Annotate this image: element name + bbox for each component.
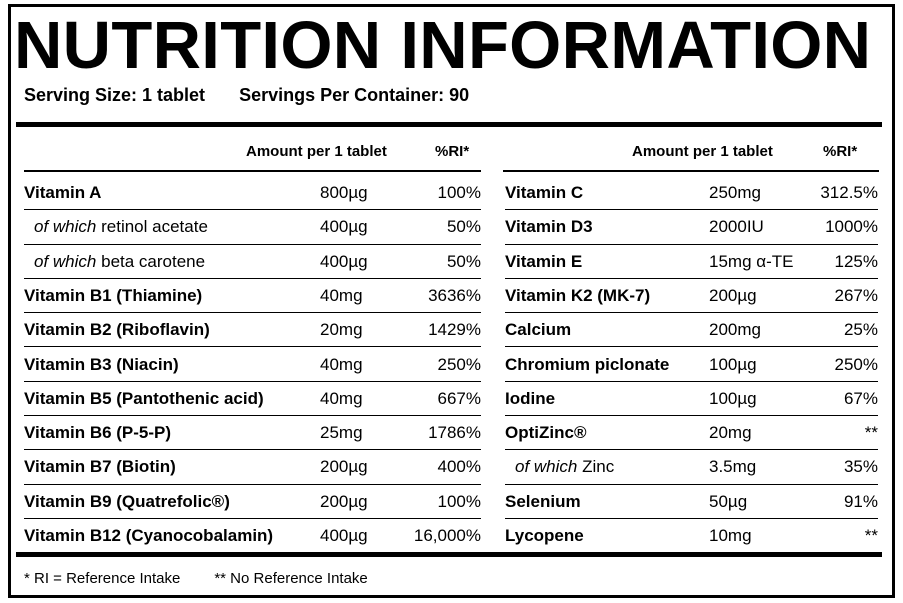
nutrient-name <box>24 416 171 449</box>
nri-footnote: ** No Reference Intake <box>214 570 368 587</box>
left-amount-header: Amount per 1 tablet <box>246 143 387 160</box>
nutrient-amount: 400µg <box>320 526 368 545</box>
servings-per-container: Servings Per Container: 90 <box>239 85 470 105</box>
nutrient-row <box>24 313 481 346</box>
nutrient-ri: 400% <box>437 457 481 477</box>
nutrient-row <box>505 519 878 552</box>
nutrient-name-text: Lycopene <box>505 526 584 545</box>
nutrient-row <box>24 382 481 415</box>
nutrient-name-text: Vitamin B9 (Quatrefolic®) <box>24 491 230 511</box>
nutrient-amount: 20mg <box>709 423 752 443</box>
nutrient-name <box>505 519 584 552</box>
nutrient-amount: 400µg <box>320 217 368 237</box>
nutrient-ri: 100% <box>437 491 481 511</box>
nutrient-name-text: retinol acetate <box>101 217 208 237</box>
nutrient-name <box>24 450 176 483</box>
nutrient-name <box>505 245 582 278</box>
nutrient-amount: 15mg α-TE <box>709 251 794 271</box>
nutrient-ri: ** <box>864 526 878 545</box>
nutrient-row <box>505 382 878 415</box>
nutrient-name <box>24 279 202 312</box>
nutrient-row <box>505 485 878 518</box>
bottom-divider <box>16 552 882 557</box>
nutrient-name-text: Vitamin B2 (Riboflavin) <box>24 320 210 340</box>
nutrient-name-prefix: of which <box>34 251 97 271</box>
nutrient-row <box>505 279 878 312</box>
nutrient-name-text: Zinc <box>582 457 615 477</box>
nutrient-ri: 1000% <box>825 217 878 237</box>
nutrient-name <box>24 176 101 209</box>
nutrient-amount: 200µg <box>320 457 368 477</box>
nutrient-name-text: Vitamin B7 (Biotin) <box>24 457 176 477</box>
nutrient-row <box>505 245 878 278</box>
nutrient-amount: 100µg <box>709 388 757 408</box>
nutrient-row <box>505 176 878 209</box>
nutrient-name <box>24 245 205 278</box>
nutrient-amount: 200mg <box>709 320 761 340</box>
ri-footnote: * RI = Reference Intake <box>24 570 181 587</box>
nutrient-name <box>505 485 581 518</box>
nutrient-row <box>24 348 481 381</box>
top-divider <box>16 122 882 127</box>
nutrient-name <box>505 313 571 346</box>
serving-info <box>24 85 469 106</box>
nutrient-ri: 267% <box>834 285 878 305</box>
nutrient-name-text: Vitamin B5 (Pantothenic acid) <box>24 388 264 408</box>
nutrient-name-text: Iodine <box>505 388 556 408</box>
nutrient-name-text: Vitamin B6 (P-5-P) <box>24 423 172 443</box>
nutrient-name-text: beta carotene <box>101 251 206 271</box>
nutrient-row <box>24 245 481 278</box>
nutrient-amount: 20mg <box>320 320 363 340</box>
nutrient-name-prefix: of which <box>515 457 578 477</box>
nutrient-name-text: Vitamin B3 (Niacin) <box>24 354 179 374</box>
nutrient-ri: 312.5% <box>820 183 878 202</box>
nutrient-row <box>24 450 481 483</box>
nutrient-name <box>505 210 593 243</box>
nutrient-name-text: Vitamin E <box>505 251 583 271</box>
nutrient-name <box>24 519 273 552</box>
nutrient-ri: 100% <box>437 183 481 202</box>
nutrient-name-prefix: of which <box>34 217 97 237</box>
nutrient-amount: 200µg <box>320 491 368 511</box>
left-ri-header: %RI* <box>435 143 470 160</box>
left-header-rule <box>24 170 481 172</box>
footnotes <box>24 570 368 587</box>
nutrient-name-text: Vitamin B12 (Cyanocobalamin) <box>24 526 274 545</box>
nutrient-row <box>505 348 878 381</box>
nutrient-ri: 16,000% <box>413 526 481 545</box>
nutrient-ri: 50% <box>446 251 481 271</box>
nutrient-row <box>505 313 878 346</box>
right-header-rule <box>503 170 879 172</box>
nutrient-amount: 40mg <box>320 285 363 305</box>
nutrient-amount: 100µg <box>709 354 757 374</box>
nutrient-ri: 250% <box>834 354 878 374</box>
nutrient-name <box>24 313 210 346</box>
nutrient-row <box>505 416 878 449</box>
nutrient-amount: 200µg <box>709 285 757 305</box>
nutrient-ri: 91% <box>843 491 878 511</box>
nutrient-amount: 40mg <box>320 354 363 374</box>
nutrient-ri: 125% <box>834 251 878 271</box>
nutrient-ri: 1429% <box>428 320 481 340</box>
nutrient-ri: 25% <box>843 320 878 340</box>
nutrient-ri: ** <box>864 423 878 443</box>
nutrient-name-text: Calcium <box>505 320 572 340</box>
nutrient-name-text: OptiZinc® <box>505 423 587 443</box>
nutrient-row <box>24 279 481 312</box>
label-title: NUTRITION INFORMATION <box>14 8 872 83</box>
nutrient-row <box>505 450 878 483</box>
nutrient-ri: 667% <box>437 388 481 408</box>
nutrient-name <box>505 382 555 415</box>
nutrient-name-text: Vitamin D3 <box>505 217 593 237</box>
nutrient-amount: 40mg <box>320 388 363 408</box>
nutrient-amount: 250mg <box>709 183 761 202</box>
nutrient-name <box>505 279 650 312</box>
nutrient-ri: 1786% <box>428 423 481 443</box>
nutrient-name <box>24 210 208 243</box>
nutrient-name <box>24 382 264 415</box>
nutrient-name-text: Vitamin B1 (Thiamine) <box>24 285 203 305</box>
nutrient-amount: 10mg <box>709 526 752 545</box>
nutrient-row <box>24 210 481 243</box>
nutrient-amount: 25mg <box>320 423 363 443</box>
nutrient-amount: 3.5mg <box>709 457 757 477</box>
right-ri-header: %RI* <box>823 143 858 160</box>
nutrient-row <box>24 176 481 209</box>
nutrient-ri: 35% <box>843 457 878 477</box>
nutrient-amount: 50µg <box>709 491 748 511</box>
nutrient-row <box>24 519 481 552</box>
nutrient-row <box>24 485 481 518</box>
nutrient-name-text: Chromium piclonate <box>505 354 670 374</box>
nutrient-name-text: Vitamin K2 (MK-7) <box>505 285 651 305</box>
nutrient-row <box>505 210 878 243</box>
right-amount-header: Amount per 1 tablet <box>632 143 773 160</box>
nutrient-name <box>505 416 586 449</box>
nutrient-ri: 250% <box>437 354 481 374</box>
nutrient-ri: 67% <box>843 388 878 408</box>
nutrient-name <box>24 485 230 518</box>
nutrient-ri: 3636% <box>428 285 481 305</box>
nutrient-name-text: Selenium <box>505 491 581 511</box>
nutrient-row <box>24 416 481 449</box>
nutrient-name <box>24 348 179 381</box>
serving-size: Serving Size: 1 tablet <box>24 85 206 105</box>
nutrient-amount: 2000IU <box>709 217 764 237</box>
nutrient-name <box>505 348 669 381</box>
nutrient-ri: 50% <box>446 217 481 237</box>
nutrient-name-text: Vitamin C <box>505 183 584 202</box>
nutrient-amount: 800µg <box>320 183 368 202</box>
nutrient-name <box>505 176 583 209</box>
nutrient-amount: 400µg <box>320 251 368 271</box>
nutrient-name-text: Vitamin A <box>24 183 102 202</box>
nutrient-name <box>505 450 614 483</box>
